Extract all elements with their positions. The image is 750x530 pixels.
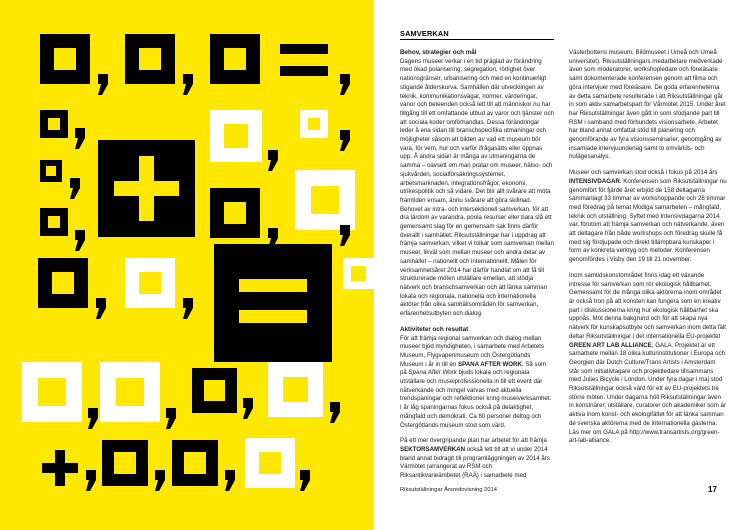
comma-glyph <box>88 408 98 429</box>
square-glyph-white-hole <box>224 124 248 148</box>
comma-glyph <box>340 74 350 95</box>
square-glyph-hole <box>204 380 225 401</box>
square-glyph-hole <box>54 48 76 70</box>
comma-glyph <box>300 470 310 491</box>
square-glyph-white-hole <box>311 186 339 214</box>
small-square-glyph-hole <box>46 166 56 176</box>
square-glyph-hole <box>139 48 161 70</box>
equals-glyph-bar-bottom <box>280 66 328 76</box>
text-run: . Konferensen som Riksutställningar nu genomfört för fjärde året erbjöd de 158 deltagarna sammanlagt 33 timmar av workshoppande och 28 timmar med föredrag på temat Modiga samarbeten – mångfald, teknik och utställning. Syftet med Intensivdagarna 2014 var, förutom att främja samverkan och nätverkande, även att deltagare från både workshops och föredrag skulle få med sig fördjupade och direkt tillämpbara kunskaper i form av konkreta verktyg och metoder. Konferensen genomfördes i Visby den 19 till 21 november. <box>569 177 727 264</box>
italic-run: Spana After Work <box>408 369 457 377</box>
text-run: På ett mer övergripande plan har arbetet för att främja <box>400 437 547 445</box>
paragraph <box>400 335 554 431</box>
text-column-2 <box>569 49 727 453</box>
small-square-glyph-hole <box>48 216 60 228</box>
square-glyph-hole <box>52 272 74 294</box>
comma-glyph <box>98 74 108 95</box>
section-divider <box>400 39 554 40</box>
text-run: . Så som på <box>400 360 547 377</box>
text-run: Inom samtidskonstområdet finns idag ett växande intresse för samverkan som rör ekologisk hållbarhet. Gemensamt för de många olika aktörerna inom området är också tron på att konsten kan fungera som en kreativ part i diskussionerna kring hur ekologisk hållbarhet ska uppnås. Mot denna bakgrund och för att skapa nya nätverk för kunskapsutbyte och samverkan inom detta fält deltar Riksutställningar i det internationella EU-projektet <box>569 271 727 340</box>
highlight-green-art-lab: GREEN ART LAB ALLIANCE <box>569 341 652 349</box>
heading-behov: Behov, strategier och mål <box>400 49 477 56</box>
paragraph: Västerbottens museum, Bildmuseet i Umeå och Umeå universitet). Riksutställningars medarbetare medverkade även som moderatorer, workshopledare och föreläsare samt dokumenterade konferensen genom att filma och göra intervjuer med föreläsare. De goda erfarenheterna av detta samarbete resulterade i att Riksutställningar går in som aktiv samarbetspart för Vårmötet 2015. Under året har Riksutställningar även gått in som stödjande part till RSM i samband med förbundets visionsarbete. Arbetet har bland annat omfattat stöd till planering och genomförande av fyra visionsseminarier, genomgång av insamlade intervjuunderlag samt to omvärlds- och nulägesanalys. <box>569 49 726 161</box>
square-glyph-hole <box>224 202 246 224</box>
comma-glyph <box>155 470 165 491</box>
symbol-glyph-group <box>22 34 374 491</box>
section-title: SAMVERKAN <box>400 29 449 38</box>
text-run: Museer och samverkan stod också i fokus på 2014 års <box>569 169 718 177</box>
comma-glyph <box>330 402 340 423</box>
square-glyph-hole <box>184 452 206 474</box>
highlight-intensivdagar: INTENSIVDAGAR <box>569 177 620 185</box>
small-square-glyph-hole <box>48 118 60 130</box>
highlight-spana: SPANA AFTER WORK <box>458 360 522 368</box>
big-equals-bar-bottom <box>239 310 307 323</box>
square-glyph-white-hole <box>259 452 281 474</box>
paragraph: Dagens museer verkar i en tid präglad av förändring med ökad polarisering, segregation, rörlighet över nationsgränser, urbanisering och med en kontinuerligt stigande ålderskurva. Samhällen där utvecklingen av teknik, kommunikationsvägar, normer, värderingar, vanor och beteenden också lett till att människor nu har tillgång till ett omfattande utbud av varor och tjänster och att sociala koder omförhandlas. Dessa förändringar leder å ena sidan till branschspecifika utmaningar och möjligheter såsom att bilden av vad ett museum bör vara, för vem, hur och varför ifrågasätts eller öppnas upp. Å andra sidan är många av utmaningarna de samma – oavsett om man pratar om museer, hälso- och sjukvården, socialförsäkringssystemet, arbetsmarknaden, integrationsfrågor, ekonomi, utrikespolitik och så vidare. Det blir allt svårare att möta framtiden ensam, ännu svårare att göra skillnad. Behovet av intra- och intersektionell samverkan, för att dra lärdom av varandra, poola resurser eller bara slå ett gemensamt slag för en gemensam sak finns därför överallt i samhället. Riksutställningar har i uppdrag att främja samverkan, vilket vi tolkar som samverkan mellan museer, likväl som mellan museer och andra delar av samhället – nationellt och internationellt. Målen för verksamhetsåret 2014 har därför handlat om att få till strukturerade möten utställare emellan, att stödja nätverk och branschsamverkan och att länka samman lokala och regionala, nationella och internationella aktörer från olika samhällsområden för samverkan, erfarenhetsutbyten och dialog. <box>400 57 554 318</box>
comma-glyph <box>86 470 96 491</box>
comma-glyph <box>340 225 350 246</box>
paragraph <box>569 272 727 446</box>
comma-glyph <box>268 150 278 171</box>
comma-glyph <box>166 408 176 429</box>
big-equals-block <box>214 244 332 362</box>
square-glyph-white-hole <box>116 378 144 406</box>
page-number: 17 <box>708 485 717 494</box>
typographic-graphic-panel <box>0 0 374 530</box>
comma-glyph <box>243 398 253 419</box>
square-glyph-white-hole <box>139 272 161 294</box>
square-glyph-white-hole <box>283 377 308 402</box>
small-square-glyph-white-hole <box>308 118 320 130</box>
equals-glyph-bar-top <box>280 44 328 54</box>
comma-glyph <box>70 178 80 199</box>
comma-glyph <box>340 130 350 151</box>
heading-aktiviteter: Aktiviteter och resultat <box>400 325 469 333</box>
square-glyph-hole <box>114 452 136 474</box>
big-plus-horizontal <box>114 181 179 196</box>
big-equals-bar-top <box>239 279 307 292</box>
square-glyph-white-hole <box>38 378 66 406</box>
text-run: också lett till att vi under 2014 bland annat bidragit till programläggningen av 2014 års Värmötet (arrangerat av RSM och Riksantikvarieämbetet (RAÄ) i samarbete med <box>400 445 550 480</box>
paragraph <box>400 437 554 481</box>
comma-glyph <box>225 470 235 491</box>
text-run: bjuds lokala och regionala utställare och museiprofessionella in till ett event där nätverkande och mingel varvas med aktuella trendspaningar och reflektioner kring museiverksamhet. I år låg spaningarnas fokus också på delaktighet, mångfald och demokrati. Ca 80 personer deltog och Östergötlands museum stod som värd. <box>400 369 552 429</box>
plus-glyph-vertical <box>55 450 65 486</box>
text-column-1 <box>400 49 554 488</box>
comma-glyph <box>183 298 193 319</box>
comma-glyph <box>75 230 85 251</box>
comma-glyph <box>75 128 85 149</box>
footer-publication: Riksutställningar Årsredovisning 2014 <box>400 487 497 493</box>
symbol-grid-graphic <box>0 0 374 530</box>
text-run: , GALA. Projektet är ett samarbete mellan 18 olika kulturinstitutioner i Europa och Georgien där Dutch Culture/Trans Artists i Amsterdam står som initiativtagare och projektledare tillsammans med Julies Bicycle i London. Under fyra dagar i maj stod Riksutställningar också värd för ett av EU-projektets tre större möten. Under dagarna höll Riksutställningar även in konstnärer, utställare, curatorer och akademiker som är aktiva inom konst- och ekologifältet för att länka samman de svenska aktörerna med de internationella gästerna. Läs mer om GALA på http://www.transartists.org/green-art-lab-alliance. <box>569 341 726 445</box>
square-glyph-hole <box>224 48 246 70</box>
text-run: För att främja regional samverkan och dialog mellan museer bjöd myndigheten, i samarbete med Arbetets Museum, Flygvapenmuseum och Östergötlands Museum i år in till en <box>400 334 545 368</box>
paragraph <box>569 169 727 265</box>
highlight-sektorsamverkan: SEKTORSAMVERKAN <box>400 445 466 453</box>
small-square-glyph-white-hole <box>351 266 366 281</box>
comma-glyph <box>96 298 106 319</box>
comma-glyph <box>183 74 193 95</box>
